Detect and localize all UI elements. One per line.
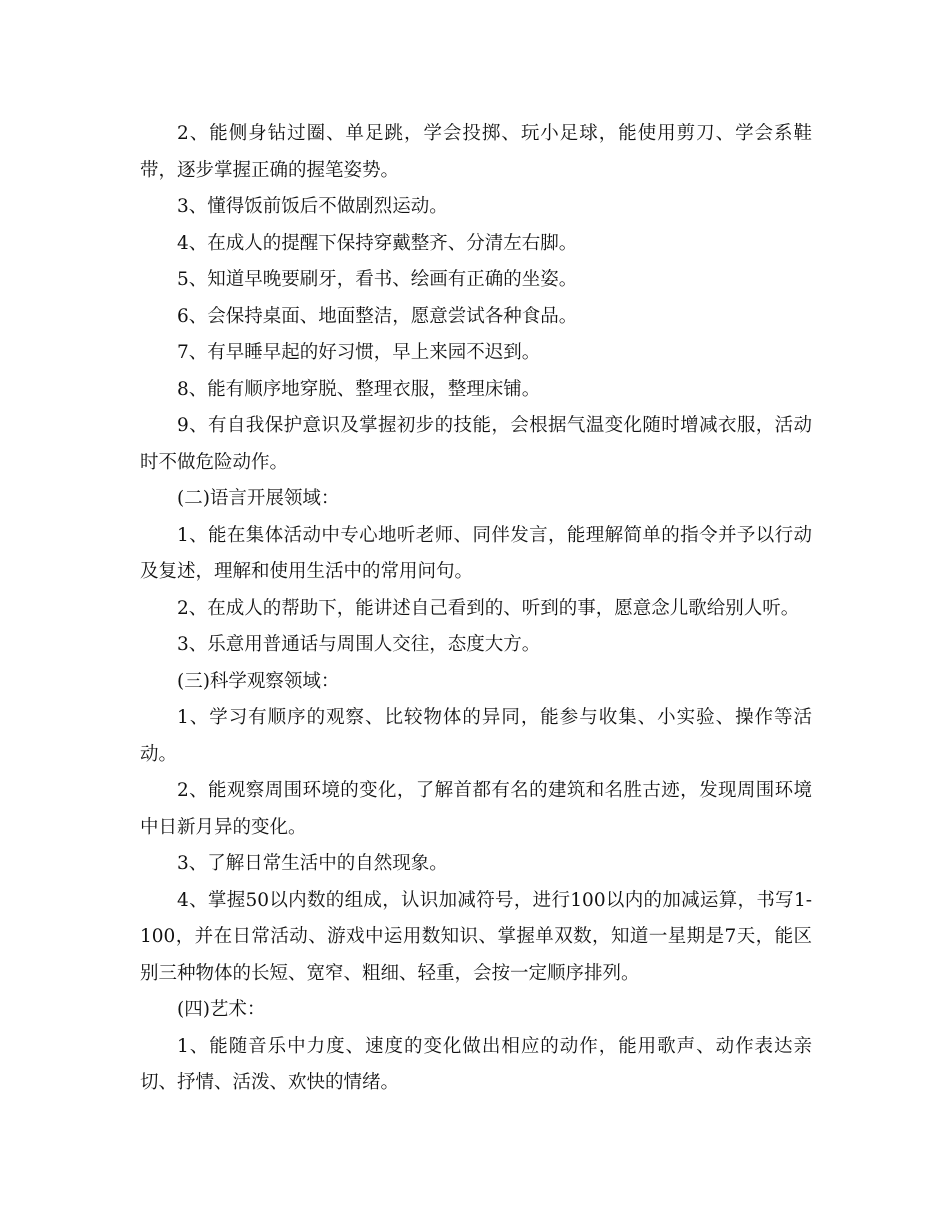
paragraph: 1、学习有顺序的观察、比较物体的异同，能参与收集、小实验、操作等活动。 <box>140 707 812 765</box>
paragraph: 1、能随音乐中力度、速度的变化做出相应的动作，能用歌声、动作表达亲切、抒情、活泼、欢快的情绪。 <box>140 1035 812 1093</box>
paragraph: 4、掌握50以内数的组成，认识加减符号，进行100以内的加减运算，书写1-100，并在日常活动、游戏中运用数知识、掌握单双数，知道一星期是7天，能区别三种物体的长短、宽窄、粗细、轻重，会按一定顺序排列。 <box>140 889 812 984</box>
paragraph: 2、在成人的帮助下，能讲述自己看到的、听到的事，愿意念儿歌给别人听。 <box>177 597 800 619</box>
paragraph: 6、会保持桌面、地面整洁，愿意尝试各种食品。 <box>177 305 578 327</box>
paragraph: 7、有早睡早起的好习惯，早上来园不迟到。 <box>177 342 541 363</box>
paragraph: 9、有自我保护意识及掌握初步的技能，会根据气温变化随时增减衣服，活动时不做危险动作。 <box>140 415 812 473</box>
paragraph: 5、知道早晚要刷牙，看书、绘画有正确的坐姿。 <box>177 269 578 290</box>
paragraph: 3、懂得饭前饭后不做剧烈运动。 <box>177 196 448 217</box>
section-heading: (四)艺术： <box>177 999 266 1020</box>
paragraph: 1、能在集体活动中专心地听老师、同伴发言，能理解简单的指令并予以行动及复述，理解和使用生活中的常用问句。 <box>140 524 812 582</box>
paragraph: 2、能观察周围环境的变化，了解首都有名的建筑和名胜古迹，发现周围环境中日新月异的变化。 <box>140 780 812 838</box>
document-body <box>140 116 812 1102</box>
paragraph: 3、了解日常生活中的自然现象。 <box>177 853 448 874</box>
paragraph: 8、能有顺序地穿脱、整理衣服，整理床铺。 <box>177 378 541 400</box>
paragraph: 4、在成人的提醒下保持穿戴整齐、分清左右脚。 <box>177 232 578 254</box>
paragraph: 2、能侧身钻过圈、单足跳，学会投掷、玩小足球，能使用剪刀、学会系鞋带，逐步掌握正确的握笔姿势。 <box>140 123 812 181</box>
section-heading: (二)语言开展领域： <box>177 488 340 509</box>
section-heading: (三)科学观察领域： <box>177 670 340 692</box>
paragraph: 3、乐意用普通话与周围人交往，态度大方。 <box>177 634 541 655</box>
